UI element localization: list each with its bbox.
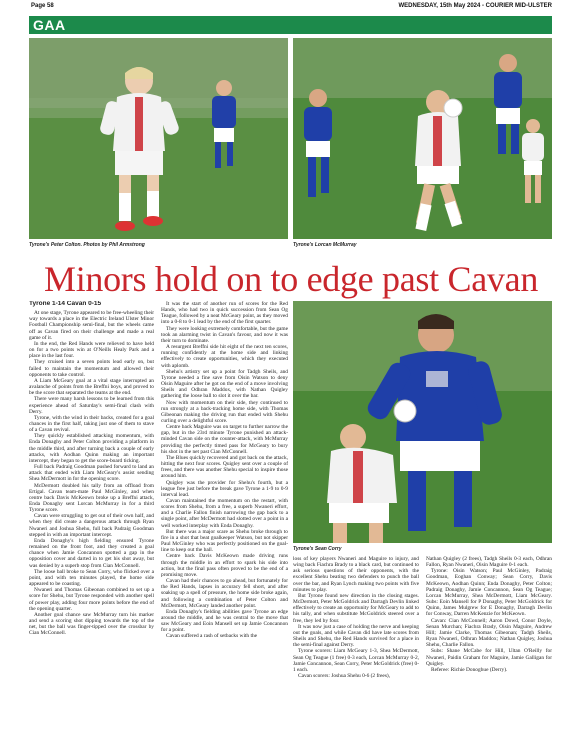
photo1-caption: Tyrone's Peter Colton. Photos by Phil Armstrong — [29, 242, 145, 248]
photo3-caption: Tyrone's Sean Corry — [293, 546, 342, 552]
paragraph: Tyrone: Oisin Watson; Paul McGinley, Padraig Goodman, Eoghan Conway; Sean Corry, Davis McKeown, Aodhan Quinn; Enda Donaghy, Peter Colton; Padraig Donaghy, Jamie Concannon, Sean Og Teague; Lorcan McMurray, Shea McDermott, Liam McGeary. Subs: Eoin Mansell for P Donaghy, Peter McGoldrick for Quinn, James Mulgrew for E Donaghy, Darragh Devlin for Conway, Darren McKenzie for McKeown. — [426, 568, 552, 618]
article-column-2 — [161, 301, 288, 733]
paragraph: Cavan maintained the momentum on the restart, with scores from Shehu, from a free, a superb Nwaneri effort, and a Charlie Fallon finish narrowing the gap back to a single point, after McDermott had slotted over a point in a well worked interplay with Enda Donaghy. — [161, 498, 288, 529]
paragraph: It was now just a case of holding the nerve and keeping out the goals, and while Cavan did have late scores from Sheils and Shehu, the Red Hands survived for a place in the semi-final against Derry. — [293, 623, 419, 649]
paragraph: Cavan were struggling to get out of their own half, and when they did create a dangerous attack through Ryan Nwaneri and Joshua Shehu, full back Padraig Goodman stepped in with an important intercept. — [29, 513, 154, 538]
paragraph: At one stage, Tyrone appeared to be free-wheeling their way towards a place in the Electric Ireland Ulster Minor Football Championship semi-final, but the wheels came off as Cavan fired on their challenge and made a real game of it. — [29, 310, 154, 341]
paragraph: They quickly established attacking momentum, with Enda Donaghy and Peter Colton providing a platform in the middle third, and after turning back a couple of early attacks, with Aodhan Quinn making an important intercept, they began to get the score-board ticking. — [29, 433, 154, 464]
paragraph: But Tyrone found new direction in the closing stages. McDermott, Peter McGoldrick and Darragh Devlin linked effectively to create an opportunity for McGeary to add to his tally, and when substitute McGoldrick steered over a free, they led by four. — [293, 592, 419, 624]
photo2-caption: Tyrone's Lorcan McMurray — [293, 242, 357, 248]
paragraph: The Blues quickly recovered and got back on the attack, hitting the next four scores. Quigley sent over a couple of frees, and there was another Shehu special to inspire those around him. — [161, 454, 288, 480]
paragraph: Nwaneri and Thomas Gibeonan combined to set up a score for Shehu, but Tyrone responded with another spell of power play, adding four more points before the end of the opening quarter. — [29, 587, 154, 612]
paragraph: Tyrone scorers: Liam McGeary 1-3, Shea McDermott, Sean Og Teague (1 free) 0-3 each, Lorcan McMurray 0-2, Jamie Concannon, Sean Corry, Peter McGoldrick (free) 0-1 each. — [293, 648, 419, 673]
paragraph: A Liam McGeary goal at a vital stage interrupted an avalanche of points from the Breffni boys, and proved to be the score that separated the teams at the end. — [29, 377, 154, 397]
photo-peter-colton — [29, 38, 288, 239]
section-label: GAA — [33, 17, 66, 33]
paragraph: Shehu's artistry set up a point for Tadgh Sheils, and Tyrone needed a fine save from Oisin Watson to deny Oisin Maguire after he got on the end of a move involving Sheils and Odhran Maddox, with Nathan Quigley gathering the loose ball to slot it over the bar. — [161, 368, 288, 400]
paragraph: They cruised into a seven points lead early on, but failed to maintain the momentum and allowed their opponents to take control. — [29, 359, 154, 378]
score-line: Tyrone 1-14 Cavan 0-15 — [29, 301, 102, 307]
paragraph: Cavan: Cian McConnell; Aaron Dowd, Conor Doyle, Senan Murchan; Fiachra Brady, Oisin Maguire, Andrew Hill; Jamie Clarke, Thomas Gibeonan; Tadgh Sheils, Ryan Nwaneri, Odhran Maddox; Nathan Quigley, Joshua Shehu, Charlie Fallon. — [426, 617, 552, 649]
article-column-4 — [426, 556, 552, 733]
paragraph: Another goal chance saw McMurray turn his marker and send a scoring shot dipping towards the top of the net, but the ball was finger-tipped over the crossbar by Cian McConnell. — [29, 611, 154, 637]
paragraph: loss of key players Nwaneri and Maguire to injury, and wing back Fiachra Brady to a black card, but continued to ask serious questions of their opponents, with the excellent Shehu beating two defenders to punch the ball over the bar, and Ryan Lynch making two points with five minutes to play. — [293, 556, 419, 593]
paragraph: Cavan suffered a rash of setbacks with the — [166, 633, 258, 640]
paragraph: Enda Donaghy's fielding abilities gave Tyrone an edge around the middle, and he was central to the move that saw McGeary and Eoin Mansell set up Jamie Concannon for a point. — [161, 608, 288, 634]
paragraph: In the end, the Red Hands were relieved to have held on for a two points win at O'Neills Healy Park and a place in the last four. — [29, 340, 154, 360]
paragraph: But there was a major scare as Shehu broke through to fire in a shot that beat goalkeeper Watson, but not skipper Paul McGinley who was perfectly positioned on the goal-line to keep out the ball. — [161, 528, 288, 554]
paragraph: Tyrone, with the wind in their backs, created for a goal chances in the first half, taking just one of them to stave of a Cavan revival. — [29, 414, 154, 434]
paragraph: Full back Padraig Goodman pushed forward to land an attack that ended with Liam McGeary's assist sending Shea McDermott in for the opening score. — [29, 464, 154, 483]
paragraph: Enda Donaghy's high fielding ensured Tyrone remained on the front foot, and they created a goal chance when Jamie Concannon spotted a gap in the opposition cover and darted in to get his shot away, but was denied by a superb stop from Cian McConnell. — [29, 537, 154, 569]
paragraph: Cavan had their chances to go ahead, but fortunately for the Red Hands, lapses in accuracy fell short, and after soaking up a spell of pressure, the home side broke again, and following a combination of Peter Colton and McDermott, McGeary landed another point. — [161, 578, 288, 609]
paragraph: There were many harsh lessons to be learned from this experience ahead of Saturday's semi-final clash with Derry. — [29, 396, 154, 415]
paragraph: Referee: Richie Donoghue (Derry). — [431, 666, 508, 673]
section-bar — [29, 16, 552, 34]
paragraph: They were looking extremely comfortable, but the game took an alarming twist in Cavan's favour, and now it was their turn to dominate. — [161, 325, 288, 344]
paragraph: A resurgent Breffni side hit eight of the next ten scores, running confidently at the home side and linking effectively to create opportunities, which they executed with aplomb. — [161, 344, 288, 369]
paragraph: Now with momentum on their side, they continued to run strongly at a back-tracking home side, with Thomas Gibeonan making the driving run that ended with Shehu curling over a delightful score. — [161, 399, 288, 424]
paragraph: McDermott doubled his tally from an offload from Ertigal. Cavan team-mate Paul McGinley, and when centre back Davis McKeown broke up a Breffni attack, Enda Donaghy sent Lorcan McMurray in for a third Tyrone score. — [29, 482, 154, 514]
article-headline: Minors hold on to edge past Cavan — [43, 259, 539, 299]
article-column-3 — [293, 556, 419, 733]
photo-sean-corry — [293, 301, 552, 543]
paragraph: Centre back Davis McKeown made driving runs through the middle in an effort to spark his side into action, but the final pass often proved to be the end of a promising move. — [161, 553, 288, 578]
paragraph: Subs: Shane McCabe for Hill, Ultan O'Reilly for Nwaneri, Paidin Graham for Maguire, Jamie Galligan for Quigley. — [426, 648, 552, 667]
page-header — [0, 0, 580, 36]
paragraph: Nathan Quigley (2 frees), Tadgh Sheils 0-3 each, Odhran Fallon, Ryan Nwaneri, Oisin Maguire 0-1 each. — [426, 556, 552, 569]
paragraph: Cavan scorers: Joshua Shehu 0-6 (2 frees), — [298, 672, 391, 679]
paragraph: Quigley was the provider for Shehu's fourth, but a league free just before the break gave Tyrone a 1-9 to 0-9 interval lead. — [161, 479, 288, 498]
paragraph: It was the start of another run of scores for the Red Hands, who had two in quick succession from Sean Og Teague, followed by a neat McGeary point, as they moved into a 0-8 to 0-1 lead by the end of the first quarter. — [161, 301, 288, 326]
photo-lorcan-mcmurray — [293, 38, 552, 239]
paragraph: The loose ball broke to Sean Corry, who flicked over a point, and with ten minutes played, the home side appeared to be coasting. — [29, 568, 154, 588]
masthead-date: WEDNESDAY, 15th May 2024 - COURIER MID-ULSTER — [398, 3, 552, 9]
article-column-1 — [29, 301, 154, 733]
page-number: Page 58 — [31, 3, 54, 9]
paragraph: Centre back Maguire was on target to further narrow the gap, but in the 23rd minute Tyrone punished an attack-minded Cavan side on the counter-attack, with McMurray providing the perfectly timed pass for McGeary to bury his shot in the net past Cian McConnell. — [161, 424, 288, 455]
